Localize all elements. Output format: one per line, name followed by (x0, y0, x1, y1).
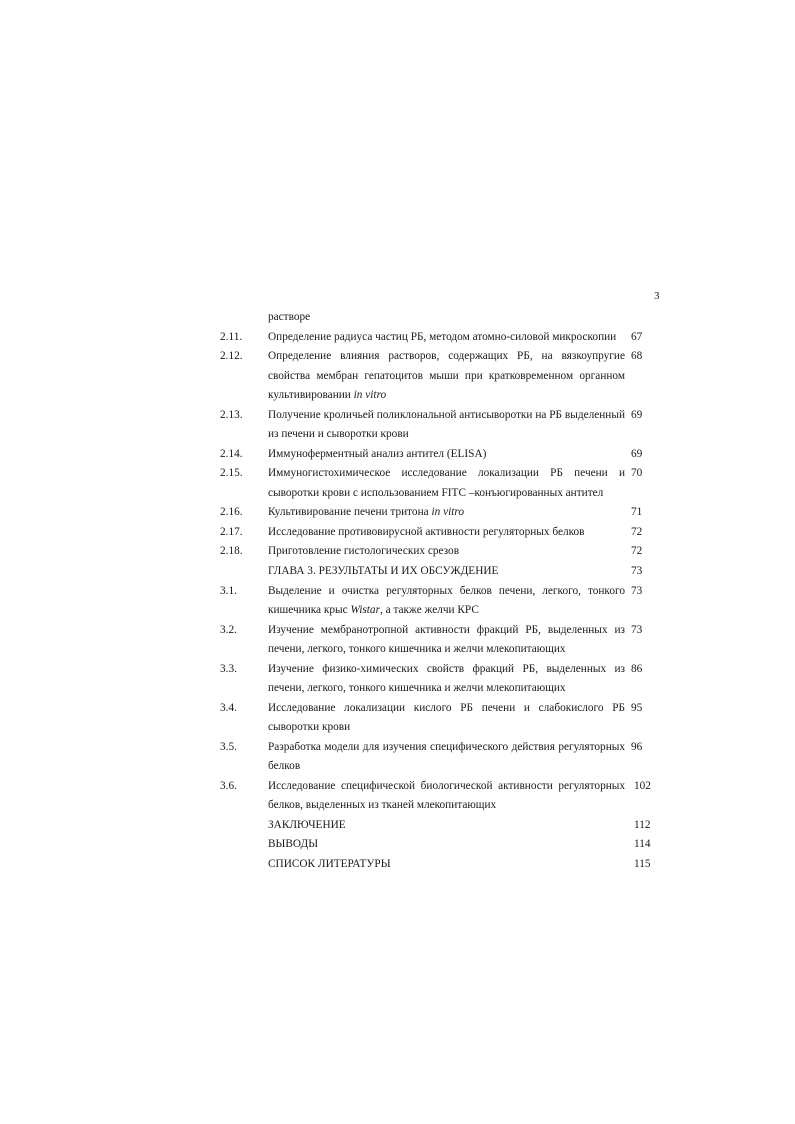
toc-entry-number: 3.5. (220, 740, 237, 753)
toc-entry (0, 582, 795, 621)
toc-entry-title-text: Определение влияния растворов, содержащих РБ, на вязкоупругие свойства мембран гепатоцитов мыши при кратковременном органном культивировании (268, 350, 625, 401)
toc-entry-title: Определение радиуса частиц РБ, методом атомно-силовой микроскопии (268, 330, 617, 343)
toc-entry-page: 68 (631, 350, 643, 363)
toc-entry-title: Исследование локализации кислого РБ печени и слабокислого РБ сыворотки крови (268, 701, 625, 733)
toc-entry-page: 72 (631, 525, 643, 538)
toc-entry-number: 2.12. (220, 350, 243, 363)
toc-entry-page: 102 (634, 779, 651, 792)
toc-entry (0, 738, 795, 777)
toc-entry-title (268, 347, 625, 405)
toc-entry (0, 406, 795, 445)
toc-entry-number: 3.4. (220, 701, 237, 714)
toc-entry-page: 69 (631, 408, 643, 421)
toc-entry-page: 70 (631, 467, 643, 480)
toc-entry-title-italic: Wistar (350, 603, 380, 616)
toc-entry (0, 835, 795, 854)
toc-entry-page: 115 (634, 857, 651, 870)
toc-entry-number: 2.15. (220, 467, 243, 480)
toc-entry-title-text: Культивирование печени тритона (268, 506, 429, 519)
toc-entry (0, 562, 795, 581)
toc-entry-title: ЗАКЛЮЧЕНИЕ (268, 818, 346, 831)
toc-entry-title-italic: in vitro (431, 506, 464, 519)
toc-entry-page: 73 (631, 564, 643, 577)
toc-entry-number: 2.17. (220, 525, 243, 538)
toc-entry-number: 2.16. (220, 506, 243, 519)
toc-entry-number: 2.18. (220, 545, 243, 558)
toc-entry-page: 114 (634, 838, 651, 851)
toc-entry (0, 855, 795, 874)
toc-entry-title: Получение кроличьей поликлональной антисыворотки на РБ выделенный из печени и сыворотки крови (268, 408, 625, 440)
toc-entry-page: 86 (631, 662, 643, 675)
toc-entry (0, 464, 795, 503)
toc-entry-page: 67 (631, 330, 643, 343)
toc-entry (0, 503, 795, 522)
toc-entry-title: Разработка модели для изучения специфического действия регуляторных белков (268, 740, 625, 772)
toc-entry-number: 2.14. (220, 447, 243, 460)
toc-entry-title: Иммуногистохимическое исследование локализации РБ печени и сыворотки крови с использованием FITC –конъюгированных антител (268, 467, 625, 499)
toc-entry-title: Изучение мембранотропной активности фракций РБ, выделенных из печени, легкого, тонкого кишечника и желчи млекопитающих (268, 623, 625, 655)
toc-entry-title-text: Выделение и очистка регуляторных белков печени, легкого, тонкого кишечника крыс (268, 584, 625, 616)
toc-entry-title-italic: in vitro (353, 389, 387, 401)
toc-entry-page: 72 (631, 545, 643, 558)
toc-entry (0, 660, 795, 699)
toc-entry-number: 3.3. (220, 662, 237, 675)
toc-entry-page: 112 (634, 818, 651, 831)
toc-entry-title: Исследование специфической биологической активности регуляторных белков, выделенных из тканей млекопитающих (268, 779, 625, 811)
toc-entry (0, 445, 795, 464)
toc-entry-number: 3.6. (220, 779, 237, 792)
toc-entry (0, 542, 795, 561)
toc-entry (0, 328, 795, 347)
toc-entry (0, 523, 795, 542)
toc-entry-page: 73 (631, 623, 643, 636)
table-of-contents (0, 308, 795, 874)
toc-entry (0, 621, 795, 660)
toc-entry-title: СПИСОК ЛИТЕРАТУРЫ (268, 857, 391, 870)
toc-entry-number: 3.1. (220, 584, 237, 597)
toc-entry-title: Приготовление гистологических срезов (268, 545, 460, 558)
toc-entry (0, 347, 795, 405)
toc-entry (0, 308, 795, 327)
toc-entry-title: ГЛАВА 3. РЕЗУЛЬТАТЫ И ИХ ОБСУЖДЕНИЕ (268, 564, 499, 577)
toc-entry-title: ВЫВОДЫ (268, 838, 319, 851)
toc-entry-page: 95 (631, 701, 643, 714)
toc-entry-page: 73 (631, 584, 643, 597)
toc-entry-number: 3.2. (220, 623, 237, 636)
toc-entry (0, 816, 795, 835)
toc-entry-title-text: , а также желчи КРС (379, 603, 479, 616)
toc-entry-title: Исследование противовирусной активности регуляторных белков (268, 525, 585, 538)
toc-entry-title: Иммуноферментный анализ антител (ELISA) (268, 447, 487, 460)
toc-entry (0, 777, 795, 816)
toc-entry-page: 71 (631, 506, 643, 519)
toc-entry-title: растворе (268, 311, 311, 323)
toc-entry-number: 2.11. (220, 330, 243, 343)
toc-entry-title (268, 582, 625, 621)
toc-entry-page: 69 (631, 447, 643, 460)
page-number: 3 (654, 290, 660, 302)
toc-entry-title: Изучение физико-химических свойств фракций РБ, выделенных из печени, легкого, тонкого кишечника и желчи млекопитающих (268, 662, 625, 694)
toc-entry-title (268, 503, 625, 522)
toc-entry-number: 2.13. (220, 408, 243, 421)
toc-entry (0, 699, 795, 738)
toc-entry-page: 96 (631, 740, 643, 753)
